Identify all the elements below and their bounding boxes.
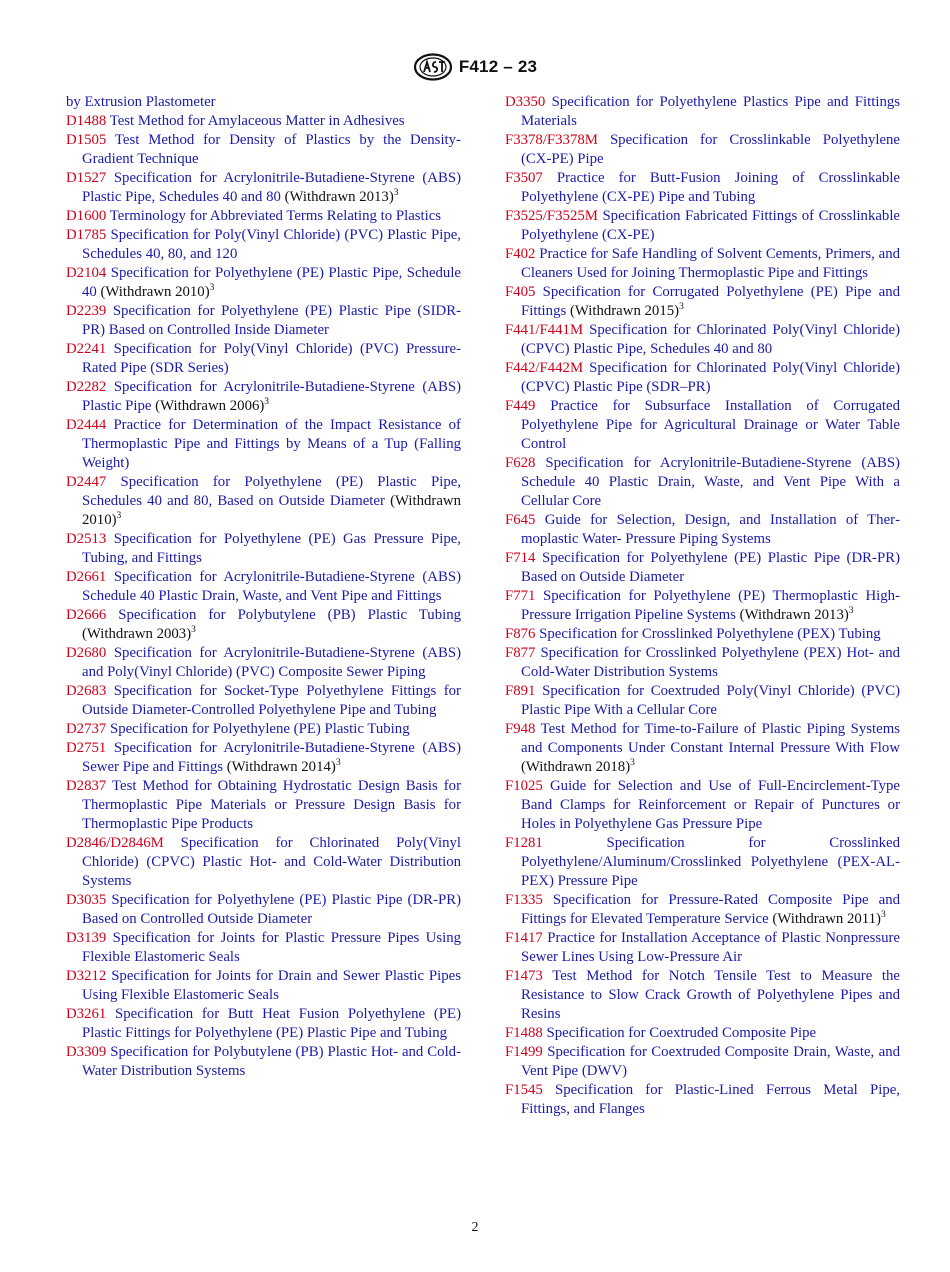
- standard-code[interactable]: F876: [505, 626, 536, 642]
- standard-title[interactable]: Guide for Selection and Use of Full-Encirclement-Type Band Clamps for Reinforcement or Repair of Punctures or Holes in Polyethylene Gas Pressure Pipe: [521, 778, 901, 832]
- reference-entry[interactable]: [66, 207, 461, 226]
- standard-code[interactable]: D3035: [66, 892, 107, 908]
- standard-title[interactable]: Specification for Coextruded Composite Pipe: [546, 1025, 817, 1041]
- standard-code[interactable]: D1505: [66, 132, 107, 148]
- standard-title[interactable]: Specification for Butt Heat Fusion Polyethylene (PE) Plastic Fittings for Polyethylene (PE) Plastic Pipe and Tubing: [82, 1006, 461, 1041]
- standard-title[interactable]: Specification for Polyethylene (PE) Plastic Pipe, Schedule 40: [82, 265, 461, 300]
- standard-title[interactable]: Specification for Coextruded Composite Drain, Waste, and Vent Pipe (DWV): [521, 1044, 900, 1079]
- standard-code[interactable]: F1025: [505, 778, 543, 794]
- reference-entry[interactable]: [66, 112, 461, 131]
- page-header: [0, 52, 950, 82]
- standard-title[interactable]: Specification for Crosslinked Polyethylene/Aluminum/Crosslinked Polyethylene (PEX-AL-PEX) Pressure Pipe: [521, 835, 900, 889]
- standard-title[interactable]: Specification for Chlorinated Poly(Vinyl Chloride) (CPVC) Plastic Pipe (SDR–PR): [521, 360, 900, 395]
- right-column: [505, 93, 900, 1119]
- reference-entry[interactable]: [505, 207, 900, 245]
- standard-code[interactable]: F1488: [505, 1025, 543, 1041]
- standard-code[interactable]: F1545: [505, 1082, 543, 1098]
- withdrawn-note: (Withdrawn 2010): [82, 493, 462, 528]
- standard-title[interactable]: Specification for Polyethylene (PE) Thermoplastic High-Pressure Irrigation Pipeline Systems: [521, 588, 900, 623]
- standard-code[interactable]: F1473: [505, 968, 543, 984]
- standard-title[interactable]: Specification for Polyethylene (PE) Plastic Pipe (DR-PR) Based on Controlled Outside Diameter: [82, 892, 461, 927]
- standard-code[interactable]: F402: [505, 246, 536, 262]
- reference-entry[interactable]: [66, 777, 461, 834]
- reference-entry[interactable]: [505, 93, 900, 131]
- reference-entry[interactable]: [505, 644, 900, 682]
- standard-code[interactable]: D1488: [66, 113, 107, 129]
- standard-title[interactable]: Specification for Polyethylene (PE) Plastic Pipe (SIDR-PR) Based on Controlled Inside Diameter: [82, 303, 461, 338]
- reference-entry[interactable]: [66, 416, 461, 473]
- standard-code[interactable]: D2837: [66, 778, 107, 794]
- reference-entry[interactable]: [66, 226, 461, 264]
- standard-code[interactable]: D1785: [66, 227, 107, 243]
- standard-code[interactable]: F714: [505, 550, 536, 566]
- standard-code[interactable]: D2239: [66, 303, 107, 319]
- standard-code[interactable]: D2666: [66, 607, 107, 623]
- reference-entry[interactable]: [66, 682, 461, 720]
- standard-title[interactable]: Specification for Acrylonitrile-Butadiene-Styrene (ABS) Schedule 40 Plastic Drain, Waste, and Vent Pipe With a Cellular Core: [521, 455, 900, 509]
- standard-title[interactable]: Specification for Crosslinkable Polyethylene (CX-PE) Pipe: [521, 132, 900, 167]
- standard-title[interactable]: Guide for Selection, Design, and Installation of Thermoplastic Water- Pressure Piping Systems: [521, 512, 901, 547]
- standard-code[interactable]: F1281: [505, 835, 543, 851]
- standard-title[interactable]: Specification for Crosslinked Polyethylene (PEX) Tubing: [539, 626, 881, 642]
- reference-entry[interactable]: [66, 473, 461, 530]
- standard-code[interactable]: F891: [505, 683, 536, 699]
- standard-title[interactable]: Practice for Butt-Fusion Joining of Crosslinkable Polyethylene (CX-PE) Pipe and Tubing: [521, 170, 900, 205]
- reference-entry[interactable]: [66, 530, 461, 568]
- footnote-marker[interactable]: 3: [264, 397, 270, 408]
- reference-entry[interactable]: [66, 264, 461, 302]
- reference-entry[interactable]: [505, 245, 900, 283]
- reference-entry[interactable]: [66, 929, 461, 967]
- standard-code[interactable]: F948: [505, 721, 536, 737]
- page-number: 2: [471, 1220, 479, 1235]
- standard-title[interactable]: Specification for Corrugated Polyethylene (PE) Pipe and Fittings: [521, 284, 900, 319]
- standard-code[interactable]: D2444: [66, 417, 107, 433]
- standard-title[interactable]: Test Method for Density of Plastics by the Density-Gradient Technique: [82, 132, 461, 167]
- standard-code[interactable]: D3350: [505, 94, 546, 110]
- reference-entry[interactable]: [66, 378, 461, 416]
- withdrawn-note: (Withdrawn 2018): [521, 759, 631, 775]
- standard-code[interactable]: D2846/D2846M: [66, 835, 164, 851]
- reference-entry[interactable]: [66, 967, 461, 1005]
- standard-title[interactable]: Specification for Chlorinated Poly(Vinyl Chloride) (CPVC) Plastic Hot- and Cold-Water Distribution Systems: [82, 835, 461, 889]
- standard-code[interactable]: F442/F442M: [505, 360, 584, 376]
- reference-entry[interactable]: [505, 929, 900, 967]
- footnote-marker[interactable]: 3: [393, 188, 399, 199]
- standard-code[interactable]: F877: [505, 645, 536, 661]
- reference-entry[interactable]: [505, 891, 900, 929]
- reference-entry[interactable]: [505, 511, 900, 549]
- footnote-marker[interactable]: 3: [848, 606, 854, 617]
- document-designation: F412 – 23: [458, 57, 538, 76]
- standard-title[interactable]: Practice for Installation Acceptance of Plastic Nonpressure Sewer Lines Using Low-Pressure Air: [521, 930, 900, 965]
- standard-code[interactable]: F3525/F3525M: [505, 208, 598, 224]
- reference-entry[interactable]: [505, 131, 900, 169]
- standard-title[interactable]: Specification for Chlorinated Poly(Vinyl Chloride) (CPVC) Plastic Pipe, Schedules 40 and 80: [521, 322, 900, 357]
- standard-title[interactable]: Specification for Crosslinked Polyethylene (PEX) Hot- and Cold-Water Distribution Systems: [521, 645, 900, 680]
- standard-code[interactable]: D2282: [66, 379, 107, 395]
- reference-entry[interactable]: [66, 1005, 461, 1043]
- standard-title[interactable]: Specification for Polyethylene (PE) Plastic Pipe, Schedules 40 and 80, Based on Outside Diameter: [82, 474, 461, 509]
- reference-entry[interactable]: [505, 1043, 900, 1081]
- standard-code[interactable]: D1527: [66, 170, 107, 186]
- standard-title[interactable]: Specification for Acrylonitrile-Butadiene-Styrene (ABS) Plastic Pipe, Schedules 40 and 80: [82, 170, 461, 205]
- standard-code[interactable]: D2751: [66, 740, 107, 756]
- standard-code[interactable]: D3212: [66, 968, 107, 984]
- reference-entry[interactable]: [66, 720, 461, 739]
- standard-title[interactable]: Specification for Polyethylene Plastics Pipe and Fittings Materials: [521, 94, 901, 129]
- reference-entry[interactable]: [66, 891, 461, 929]
- standard-title[interactable]: Specification for Coextruded Poly(Vinyl Chloride) (PVC) Plastic Pipe With a Cellular Core: [521, 683, 900, 718]
- standard-code[interactable]: F405: [505, 284, 536, 300]
- standard-title[interactable]: Practice for Determination of the Impact Resistance of Thermoplastic Pipe and Fittings by Means of a Tup (Falling Weight): [82, 417, 461, 471]
- standard-code[interactable]: F449: [505, 398, 536, 414]
- standard-code[interactable]: F645: [505, 512, 536, 528]
- reference-entry[interactable]: [66, 568, 461, 606]
- reference-entry[interactable]: [505, 1024, 900, 1043]
- withdrawn-note: (Withdrawn 2011): [772, 911, 881, 927]
- footnote-marker[interactable]: 3: [630, 758, 635, 769]
- reference-entry[interactable]: [66, 1043, 461, 1081]
- reference-entry[interactable]: [505, 682, 900, 720]
- reference-entry[interactable]: [505, 967, 900, 1024]
- standard-title[interactable]: by Extrusion Plastometer: [66, 94, 216, 110]
- standard-code[interactable]: D1600: [66, 208, 107, 224]
- standard-title[interactable]: Specification for Acrylonitrile-Butadiene-Styrene (ABS) Plastic Pipe: [82, 379, 461, 414]
- standard-title[interactable]: Specification for Pressure-Rated Composite Pipe and Fittings for Elevated Temperature Service: [521, 892, 901, 927]
- reference-entry[interactable]: [505, 549, 900, 587]
- standard-title[interactable]: Specification for Acrylonitrile-Butadiene-Styrene (ABS) Schedule 40 Plastic Drain, Waste, and Vent Pipe and Fittings: [82, 569, 461, 604]
- standard-code[interactable]: D2241: [66, 341, 107, 357]
- left-column: [66, 93, 461, 1081]
- reference-entry[interactable]: [66, 131, 461, 169]
- reference-entry[interactable]: [66, 340, 461, 378]
- standard-title[interactable]: Specification for Socket-Type Polyethylene Fittings for Outside Diameter-Controlled Polyethylene Pipe and Tubing: [82, 683, 461, 718]
- withdrawn-note: (Withdrawn 2006): [155, 398, 265, 414]
- standard-code[interactable]: D2104: [66, 265, 107, 281]
- standard-code[interactable]: F3507: [505, 170, 543, 186]
- withdrawn-note: (Withdrawn 2013): [284, 189, 394, 205]
- reference-entry[interactable]: [505, 321, 900, 359]
- standard-title[interactable]: Specification for Joints for Drain and Sewer Plastic Pipes Using Flexible Elastomeric Seals: [82, 968, 461, 1003]
- reference-entry[interactable]: [66, 834, 461, 891]
- footnote-marker[interactable]: 3: [209, 283, 215, 294]
- reference-entry[interactable]: [505, 454, 900, 511]
- standard-title[interactable]: Terminology for Abbreviated Terms Relating to Plastics: [109, 208, 442, 224]
- standard-code[interactable]: F1499: [505, 1044, 543, 1060]
- reference-entry[interactable]: [66, 606, 461, 644]
- standard-code[interactable]: D2683: [66, 683, 107, 699]
- standard-title[interactable]: Specification for Polybutylene (PB) Plastic Tubing: [118, 607, 461, 623]
- standard-title[interactable]: Test Method for Amylaceous Matter in Adhesives: [109, 113, 405, 129]
- reference-entry[interactable]: [66, 93, 461, 112]
- standard-title[interactable]: Specification for Acrylonitrile-Butadiene-Styrene (ABS) Sewer Pipe and Fittings: [82, 740, 461, 775]
- standard-code[interactable]: D2680: [66, 645, 107, 661]
- standard-code[interactable]: D3139: [66, 930, 107, 946]
- standard-title[interactable]: Specification for Poly(Vinyl Chloride) (PVC) Pressure-Rated Pipe (SDR Series): [82, 341, 462, 376]
- withdrawn-note: (Withdrawn 2013): [739, 607, 849, 623]
- standard-title[interactable]: Specification Fabricated Fittings of Crosslinkable Polyethylene (CX-PE): [521, 208, 900, 243]
- withdrawn-note: (Withdrawn 2015): [569, 303, 680, 319]
- standard-code[interactable]: D2513: [66, 531, 107, 547]
- footnote-marker[interactable]: 3: [116, 511, 122, 522]
- reference-entry[interactable]: [66, 644, 461, 682]
- footnote-marker[interactable]: 3: [335, 758, 341, 769]
- standard-code[interactable]: F3378/F3378M: [505, 132, 598, 148]
- reference-entry[interactable]: [505, 283, 900, 321]
- standard-title[interactable]: Specification for Acrylonitrile-Butadiene-Styrene (ABS) and Poly(Vinyl Chloride) (PVC) Composite Sewer Piping: [82, 645, 461, 680]
- withdrawn-note: (Withdrawn 2010): [100, 284, 210, 300]
- standard-title[interactable]: Specification for Polybutylene (PB) Plastic Hot- and Cold-Water Distribution Systems: [82, 1044, 462, 1079]
- standard-title[interactable]: Practice for Subsurface Installation of Corrugated Polyethylene Pipe for Agricultural Drainage or Water Table Control: [521, 398, 900, 452]
- standard-code[interactable]: F771: [505, 588, 536, 604]
- reference-entry[interactable]: [505, 397, 900, 454]
- reference-entry[interactable]: [505, 1081, 900, 1119]
- standard-title[interactable]: Specification for Plastic-Lined Ferrous Metal Pipe, Fittings, and Flanges: [521, 1082, 900, 1117]
- reference-entry[interactable]: [66, 302, 461, 340]
- withdrawn-note: (Withdrawn 2003): [82, 626, 192, 642]
- standard-code[interactable]: D3261: [66, 1006, 107, 1022]
- standard-title[interactable]: Specification for Polyethylene (PE) Plastic Pipe (DR-PR) Based on Outside Diameter: [521, 550, 900, 585]
- standard-code[interactable]: F441/F441M: [505, 322, 584, 338]
- reference-entry[interactable]: [505, 359, 900, 397]
- standard-code[interactable]: D2661: [66, 569, 107, 585]
- standard-code[interactable]: D2447: [66, 474, 107, 490]
- reference-entry[interactable]: [66, 739, 461, 777]
- standard-code[interactable]: F1335: [505, 892, 543, 908]
- footnote-marker[interactable]: 3: [880, 910, 886, 921]
- withdrawn-note: (Withdrawn 2014): [226, 759, 336, 775]
- reference-entry[interactable]: [505, 587, 900, 625]
- standard-title[interactable]: Specification for Joints for Plastic Pressure Pipes Using Flexible Elastomeric Seals: [82, 930, 461, 965]
- standard-code[interactable]: D2737: [66, 721, 107, 737]
- standard-code[interactable]: F1417: [505, 930, 543, 946]
- footnote-marker[interactable]: 3: [679, 302, 684, 313]
- standard-title[interactable]: Test Method for Obtaining Hydrostatic Design Basis for Thermoplastic Pipe Materials or Pressure Design Basis for Thermoplastic Pipe Products: [82, 778, 462, 832]
- reference-entry[interactable]: [505, 834, 900, 891]
- astm-logo-icon: [413, 53, 453, 81]
- standard-code[interactable]: F628: [505, 455, 536, 471]
- standard-code[interactable]: D3309: [66, 1044, 107, 1060]
- standard-title[interactable]: Specification for Polyethylene (PE) Plastic Tubing: [109, 721, 410, 737]
- standard-title[interactable]: Specification for Poly(Vinyl Chloride) (PVC) Plastic Pipe, Schedules 40, 80, and 120: [82, 227, 461, 262]
- footnote-marker[interactable]: 3: [191, 625, 196, 636]
- reference-entry[interactable]: [66, 169, 461, 207]
- standard-title[interactable]: Test Method for Notch Tensile Test to Measure the Resistance to Slow Crack Growth of Polyethylene Pipes and Resins: [521, 968, 900, 1022]
- reference-entry[interactable]: [505, 720, 900, 777]
- standard-title[interactable]: Test Method for Time-to-Failure of Plastic Piping Systems and Components Under Constant Internal Pressure With Flow: [521, 721, 900, 756]
- reference-entry[interactable]: [505, 777, 900, 834]
- reference-entry[interactable]: [505, 169, 900, 207]
- standard-title[interactable]: Specification for Polyethylene (PE) Gas Pressure Pipe, Tubing, and Fittings: [82, 531, 461, 566]
- reference-entry[interactable]: [505, 625, 900, 644]
- standard-title[interactable]: Practice for Safe Handling of Solvent Cements, Primers, and Cleaners Used for Joining Thermoplastic Pipe and Fittings: [521, 246, 900, 281]
